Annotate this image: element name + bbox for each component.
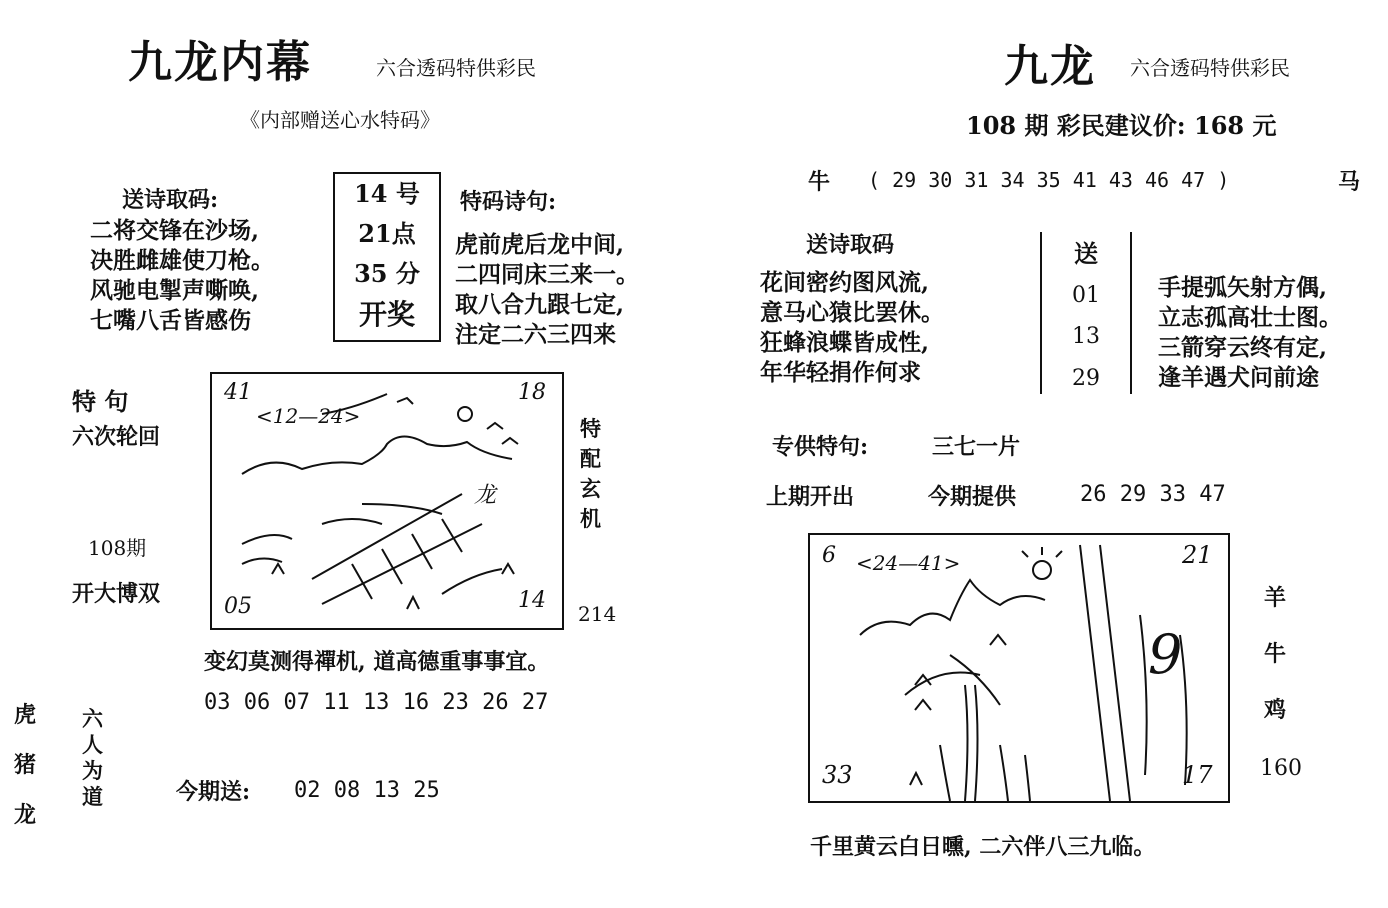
six-vertical (82, 706, 103, 810)
left-poem-header: 送诗取码: (122, 187, 219, 213)
kaida-label: 开大博双 (72, 581, 161, 607)
send-box-number: 01 (1072, 283, 1100, 308)
draw-minute: 35 分 (354, 259, 420, 288)
vertical-char: 六 (82, 706, 103, 731)
sketch-num-br: 17 (1182, 761, 1213, 789)
send-box-label: 送 (1074, 239, 1098, 268)
right-verse: 千里黄云白日曛, 二六伴八三九临。 (810, 834, 1156, 860)
right-poem-left (760, 268, 944, 388)
send-label: 今期送: (176, 779, 251, 805)
provide-label: 今期提供 (928, 484, 1017, 510)
vertical-char: 为 (82, 758, 103, 783)
left-poem (90, 216, 274, 336)
send-box-number: 13 (1072, 324, 1100, 349)
sketch-range: <24—41> (856, 551, 961, 575)
left-sketch (210, 372, 564, 630)
draw-label: 开奖 (358, 298, 415, 331)
vertical-char: 玄 (580, 476, 601, 501)
draw-time-box (333, 172, 441, 342)
right-title: 九龙 (1004, 41, 1096, 92)
animals-vertical (14, 690, 36, 840)
poem-line: 二将交锋在沙场, (90, 217, 260, 244)
poem-line: 虎前虎后龙中间, (455, 231, 625, 258)
sketch-num-br: 14 (518, 588, 546, 613)
animal-char: 牛 (1264, 641, 1287, 667)
animal-char: 鸡 (1264, 697, 1287, 723)
issue-label: 108期 (88, 536, 147, 560)
vertical-char: 机 (580, 506, 601, 531)
sketch-char: 龙 (474, 483, 497, 508)
tejv-label: 特 句 (72, 387, 129, 416)
animal-char: 猪 (14, 752, 37, 778)
sketch-digit: 9 (1148, 623, 1183, 686)
niu-label: 牛 (808, 169, 831, 195)
sketch-num-tl: 41 (224, 380, 252, 405)
animal-char: 羊 (1264, 585, 1287, 611)
left-number-list: 03 06 07 11 13 16 23 26 27 (204, 690, 549, 715)
right-animals-vertical (1264, 570, 1286, 738)
sketch-num-bl: 33 (822, 761, 853, 789)
send-box (1040, 232, 1132, 394)
side-number: 214 (578, 602, 617, 626)
sketch-num-tl: 6 (822, 543, 836, 568)
poem-line: 七嘴八舌皆感伤 (90, 307, 251, 334)
sketch-num-tr: 18 (518, 380, 546, 405)
poem-line: 三箭穿云终有定, (1158, 334, 1328, 361)
right-sketch (808, 533, 1230, 803)
send-numbers: 02 08 13 25 (294, 778, 440, 803)
draw-hour: 21点 (358, 219, 416, 248)
ma-label: 马 (1338, 169, 1361, 195)
poem-line: 决胜雌雄使刀枪。 (90, 247, 274, 274)
draw-date: 14 号 (354, 179, 420, 208)
vertical-char: 特 (580, 416, 601, 441)
vertical-char: 道 (82, 784, 103, 809)
poem-line: 手提弧矢射方偶, (1158, 274, 1328, 301)
send-box-number: 29 (1072, 366, 1100, 391)
sketch-num-bl: 05 (224, 594, 252, 619)
poem-line: 意马心猿比罢休。 (760, 299, 944, 326)
provide-numbers: 26 29 33 47 (1080, 482, 1226, 507)
poem-line: 花间密约图风流, (760, 269, 930, 296)
left-title: 九龙内幕 (128, 37, 312, 88)
right-subtitle: 六合透码特供彩民 (1130, 56, 1290, 80)
poem-line: 年华轻捐作何求 (760, 359, 921, 386)
poem-line: 风驰电掣声嘶唤, (90, 277, 260, 304)
liuci-label: 六次轮回 (72, 424, 161, 450)
poem-line: 取八合九跟七定, (455, 291, 625, 318)
left-gift-line: 《内部赠送心水特码》 (240, 108, 440, 132)
sketch-range: <12—24> (256, 404, 361, 428)
left-verse: 变幻莫测得禪机, 道高德重事事宜。 (204, 649, 550, 675)
price-line: 108 期 彩民建议价: 168 元 (966, 111, 1277, 140)
animal-char: 龙 (14, 802, 37, 828)
side-vertical (580, 414, 601, 534)
animal-char: 虎 (14, 702, 37, 728)
vertical-char: 人 (82, 732, 103, 757)
special-header: 特码诗句: (460, 189, 557, 215)
special-label: 专供特句: (772, 434, 869, 460)
poem-line: 立志孤高壮士图。 (1158, 304, 1342, 331)
niu-numbers: ( 29 30 31 34 35 41 43 46 47 ) (868, 168, 1230, 192)
right-side-number: 160 (1260, 756, 1302, 781)
poem-line: 狂蜂浪蝶皆成性, (760, 329, 930, 356)
last-label: 上期开出 (766, 484, 855, 510)
poem-line: 二四同床三来一。 (455, 261, 639, 288)
right-poem-right (1158, 273, 1342, 393)
special-poem (455, 230, 639, 350)
special-value: 三七一片 (932, 434, 1021, 460)
vertical-char: 配 (580, 446, 601, 471)
poem-line: 注定二六三四来 (455, 321, 616, 348)
sketch-num-tr: 21 (1182, 541, 1213, 569)
left-subtitle: 六合透码特供彩民 (376, 56, 536, 80)
right-poem-header: 送诗取码 (806, 232, 895, 258)
poem-line: 逢羊遇犬问前途 (1158, 364, 1319, 391)
